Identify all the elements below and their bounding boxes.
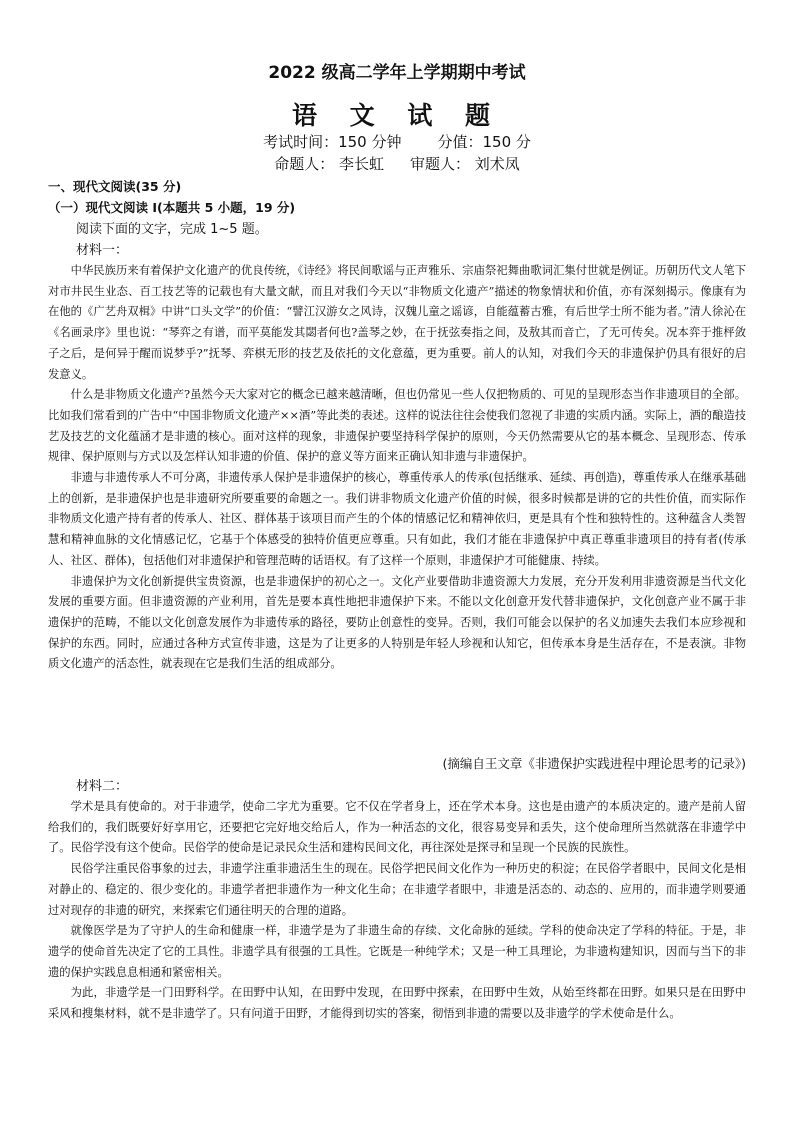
material-one-body (48, 261, 746, 675)
material-one-label: 材料一： (76, 243, 129, 258)
subject-title: 语 文 试 题 (291, 101, 503, 130)
paragraph: 什么是非物质文化遗产?虽然今天大家对它的概念已越来越清晰，但也仍常见一些人仅把物质的、可见的呈现形态当作非遗项目的全部。比如我们常看到的广告中“中国非物质文化遗产××酒”等此类的表述。这样的说法往往会使我们忽视了非遗的实质内涵。实际上，酒的酿造技艺及技艺的文化蕴涵才是非遗的核心。面对这样的现象，非遗保护要坚持科学保护的原则，今天仍然需要从它的基本概念、呈现形态、传承规律、保护原则与方式以及怎样认知非遗的价值、保护的意义等方面来正确认知非遗与非遗保护。 (48, 388, 746, 464)
paragraph: 民俗学注重民俗事象的过去，非遗学注重非遗活生生的现在。民俗学把民间文化作为一种历史的积淀；在民俗学者眼中，民间文化是相对静止的、稳定的、很少变化的。非遗学者把非遗作为一种文化生命；在非遗学者眼中，非遗是活态的、动态的、应用的，而非遗学则要通过对现存的非遗的研究，来探索它们通往明天的合理的道路。 (48, 862, 746, 917)
paragraph: 就像医学是为了守护人的生命和健康一样，非遗学是为了非遗生命的存续、文化命脉的延续。学科的使命决定了学科的特征。于是，非遗学的使命首先决定了它的工具性。非遗学具有很强的工具性。它既是一种纯学术；又是一种工具理论，为非遗构建知识，因而与当下的非遗的保护实践息息相通和紧密相关。 (48, 924, 746, 979)
paragraph: 非遗保护为文化创新提供宝贵资源，也是非遗保护的初心之一。文化产业要借助非遗资源大力发展，充分开发利用非遗资源是当代文化发展的重要方面。但非遗资源的产业利用，首先是要本真性地把非遗保护下来。不能以文化创意开发代替非遗保护，文化创意产业不属于非遗保护的范畴，不能以文化创意发展作为非遗传承的路径，要防止创意性的变异。否则，我们可能会以保护的名义加速失去我们本应珍视和保护的东西。同时，应通过各种方式宣传非遗，这是为了让更多的人特别是年轻人珍视和认知它，但传承本身是生活存在，不是表演。非物质文化遗产的活态性，就表现在它是我们生活的组成部分。 (48, 574, 746, 671)
question-setter: 命题人： 李长虹 (274, 155, 384, 173)
instruction-text: 阅读下面的文字，完成 1~5 题。 (76, 222, 268, 237)
section-heading: 一、现代文阅读(35 分) (48, 179, 182, 194)
exam-time: 考试时间：150 分钟 (263, 133, 402, 151)
subsection-heading: （一）现代文阅读 I(本题共 5 小题，19 分) (48, 200, 296, 215)
paragraph: 为此，非遗学是一门田野科学。在田野中认知，在田野中发现，在田野中探索，在田野中生效，从始至终都在田野。如果只是在田野中采风和搜集材料，就不是非遗学了。只有问道于田野，才能得到切实的答案，彻悟到非遗的需要以及非遗学的学术使命是什么。 (48, 986, 746, 1021)
paragraph: 非遗与非遗传承人不可分离，非遗传承人保护是非遗保护的核心，尊重传承人的传承(包括继承、延续、再创造)，尊重传承人在继承基础上的创新，是非遗保护也是非遗研究所要重要的命题之一。我们讲非物质文化遗产价值的时候，很多时候都是讲的它的共性价值，而实际作非物质文化遗产持有者的传承人、社区、群体基于该项目而产生的个体的情感记忆和精神依归，更是具有个性和独特性的。这种蕴含人类智慧和精神血脉的文化情感记忆，它基于个体感受的独特价值更应尊重。只有如此，我们才能在非遗保护中真正尊重非遗项目的持有者(传承人、社区、群体)，包括他们对非遗保护和管理范畴的话语权。有了这样一个原则，非遗保护才可能健康、持续。 (48, 471, 746, 567)
question-reviewer: 审题人： 刘术凤 (410, 155, 520, 173)
setter-line (0, 153, 794, 174)
paragraph: 学术是具有使命的。对于非遗学，使命二字尤为重要。它不仅在学者身上，还在学术本身。这也是由遗产的本质决定的。遗产是前人留给我们的，我们既要好好享用它，还要把它完好地交给后人，作为一种活态的文化，很容易变异和丢失，这个使命理所当然就落在非遗学中了。民俗学没有这个使命。民俗学的使命是记录民众生活和建构民间文化，再往深处是探寻和呈现一个民族的民族性。 (48, 800, 746, 855)
material-two-body (48, 797, 746, 1025)
paragraph: 中华民族历来有着保护文化遗产的优良传统，《诗经》将民间歌谣与正声雅乐、宗庙祭祀舞曲歌词汇集付世就是例证。历朝历代文人笔下对市井民生业态、百工技艺等的记载也有大量文献，而且对我们今天以“非物质文化遗产”描述的物象情状和价值，亦有深刻揭示。像康有为在他的《广艺舟双楫》中讲“口头文学”的价值：“譬江汉游女之风诗，汉魏儿童之谣谚，自能蕴蓄古雅，有后世学士所不能为者。”清人徐沁在《名画录序》里也说：“琴弈之有谱，而平莫能发其閟者何也?盖琴之妙，在于抚弦奏指之间，及敖其而音亡，了无可传矣。况本弈于推枰敛子之后，是何异于醒而说梦乎?”抚琴、弈棋无形的技艺及依托的文化意蕴，更为重要。前人的认知，对我们今天的非遗保护仍具有很好的启发意义。 (48, 264, 746, 381)
exam-title: 2022 级高二学年上学期期中考试 (268, 63, 526, 83)
source-citation: (摘编自王文章《非遗保护实践进程中理论思考的记录》) (442, 756, 746, 771)
exam-time-score-line (0, 131, 794, 152)
material-two-label: 材料二： (76, 779, 129, 794)
exam-score: 分值：150 分 (437, 133, 531, 151)
